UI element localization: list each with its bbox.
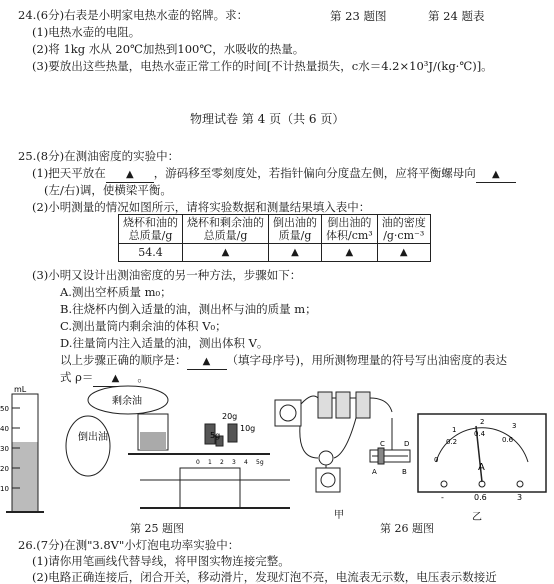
q24-intro: 24.(6分)右表是小明家电热水壶的铭牌。求： xyxy=(18,8,249,22)
bubble-remaining-text: 剩余油 xyxy=(112,396,142,407)
fig24-label: 第 24 题表 xyxy=(428,9,485,23)
order-text-a: 以上步骤正确的顺序是： xyxy=(60,353,187,367)
scale-tick: 2 xyxy=(220,459,224,466)
meter-terminal: 0.6 xyxy=(474,493,487,502)
q25-sub1 xyxy=(32,166,516,183)
page-footer: 物理试卷 第 4 页（共 6 页） xyxy=(190,112,345,126)
table-header: 倒出油的 质量/g xyxy=(269,215,322,244)
rheostat-label: A xyxy=(372,468,377,476)
q26-intro: 26.(7分)在测"3.8V"小灯泡电功率实验中： xyxy=(18,538,240,552)
answer-triangle: ▲ xyxy=(491,169,500,180)
q25-sub1-part-a: (1)把天平放在 xyxy=(32,166,106,180)
order-line xyxy=(60,353,507,370)
table-cell[interactable]: ▲ xyxy=(322,244,378,262)
table-header: 倒出油的 体积/cm³ xyxy=(322,215,378,244)
scale-tick: 0 xyxy=(196,459,200,466)
q24-sub3: (3)要放出这些热量，电热水壶正常工作的时间[不计热量损失，c水＝4.2×10³J/(kg·℃)]。 xyxy=(32,59,493,73)
q25-sub1-cont: (左/右)调，使横梁平衡。 xyxy=(44,183,172,197)
q25-intro: 25.(8分)在测油密度的实验中： xyxy=(18,149,180,163)
step-a: A.测出空杯质量 m₀； xyxy=(60,285,172,299)
weight-label: 20g xyxy=(222,412,238,421)
cylinder-unit: mL xyxy=(14,385,27,394)
answer-triangle: ▲ xyxy=(111,373,120,384)
graduated-cylinder xyxy=(6,394,44,512)
meter-tick: 0.4 xyxy=(474,430,486,438)
step-b: B.往烧杯内倒入适量的油，测出杯与油的质量 m； xyxy=(60,302,317,316)
q25-sub3: (3)小明又设计出测油密度的另一种方法，步骤如下： xyxy=(32,268,302,282)
bubble-poured xyxy=(66,416,110,476)
answer-triangle: ▲ xyxy=(125,169,134,180)
measurement-table xyxy=(118,214,431,262)
circuit xyxy=(275,392,410,492)
rheostat-label: D xyxy=(404,440,410,448)
weight-label: 5g xyxy=(210,431,221,440)
q24-sub2: (2)将 1kg 水从 20℃加热到100℃，水吸收的热量。 xyxy=(32,42,305,56)
meter-tick: 0.2 xyxy=(446,438,458,446)
rheostat-label: C xyxy=(380,440,385,448)
scale-tick: 5g xyxy=(256,459,264,466)
label-jia: 甲 xyxy=(334,510,344,521)
meter-terminal: 3 xyxy=(517,493,523,502)
q25-sub2: (2)小明测量的情况如图所示，请将实验数据和测量结果填入表中： xyxy=(32,200,371,214)
q25-sub1-part-b: ，游码移至零刻度处，若指针偏向分度盘左侧，应将平衡螺母向 xyxy=(153,166,476,180)
answer-triangle: ▲ xyxy=(202,356,211,367)
label-yi: 乙 xyxy=(472,512,482,523)
formula-text: 式 ρ＝ xyxy=(60,370,94,384)
table-cell[interactable]: ▲ xyxy=(377,244,430,262)
blank-1[interactable] xyxy=(106,166,154,183)
step-d: D.往量筒内注入适量的油，测出体积 V。 xyxy=(60,336,269,350)
fig26-caption: 第 26 题图 xyxy=(380,522,434,535)
cylinder-tick: 10 xyxy=(0,485,9,493)
step-c: C.测出量筒内剩余油的体积 V₀； xyxy=(60,319,227,333)
bubble-poured-text-1: 倒出油 xyxy=(78,432,108,443)
blank-order[interactable] xyxy=(187,353,227,370)
meter-tick: 0 xyxy=(434,456,439,464)
scale-tick: 1 xyxy=(208,459,212,466)
table-header: 油的密度 /g·cm⁻³ xyxy=(377,215,430,244)
order-text-b: （填字母序号)，用所测物理量的符号写出油密度的表达 xyxy=(226,353,507,367)
cylinder-tick: 40 xyxy=(0,425,9,433)
fig23-label: 第 23 题图 xyxy=(330,9,387,23)
blank-2[interactable] xyxy=(476,166,516,183)
cylinder-tick: 20 xyxy=(0,465,9,473)
table-header: 烧杯和剩余油的 总质量/g xyxy=(183,215,269,244)
meter-terminal: - xyxy=(441,493,444,502)
table-cell[interactable]: ▲ xyxy=(183,244,269,262)
fig25-caption: 第 25 题图 xyxy=(130,522,184,535)
weight-label: 10g xyxy=(240,424,256,433)
q26-sub1: (1)请你用笔画线代替导线，将甲图实物连接完整。 xyxy=(32,554,290,568)
rheostat-label: B xyxy=(402,468,407,476)
meter-center: A xyxy=(478,462,485,473)
table-cell: 54.4 xyxy=(119,244,183,262)
table-header: 烧杯和油的 总质量/g xyxy=(119,215,183,244)
scale-tick: 3 xyxy=(232,459,236,466)
meter-tick: 0.6 xyxy=(502,436,514,444)
scale-tick: 4 xyxy=(244,459,248,466)
cylinder-tick: 30 xyxy=(0,445,9,453)
meter-tick: 3 xyxy=(512,422,517,430)
cylinder-tick: 50 xyxy=(0,405,9,413)
formula-line: 式 ρ＝ ▲ 。 xyxy=(60,370,149,387)
figure-area xyxy=(0,384,554,524)
meter-tick: 2 xyxy=(480,418,485,426)
q24-sub1: (1)电热水壶的电阻。 xyxy=(32,25,141,39)
table-cell[interactable]: ▲ xyxy=(269,244,322,262)
q26-sub2: (2)电路正确连接后，闭合开关，移动滑片，发现灯泡不亮，电流表无示数，电压表示数接近 xyxy=(32,570,497,584)
meter-tick: 1 xyxy=(452,426,457,434)
